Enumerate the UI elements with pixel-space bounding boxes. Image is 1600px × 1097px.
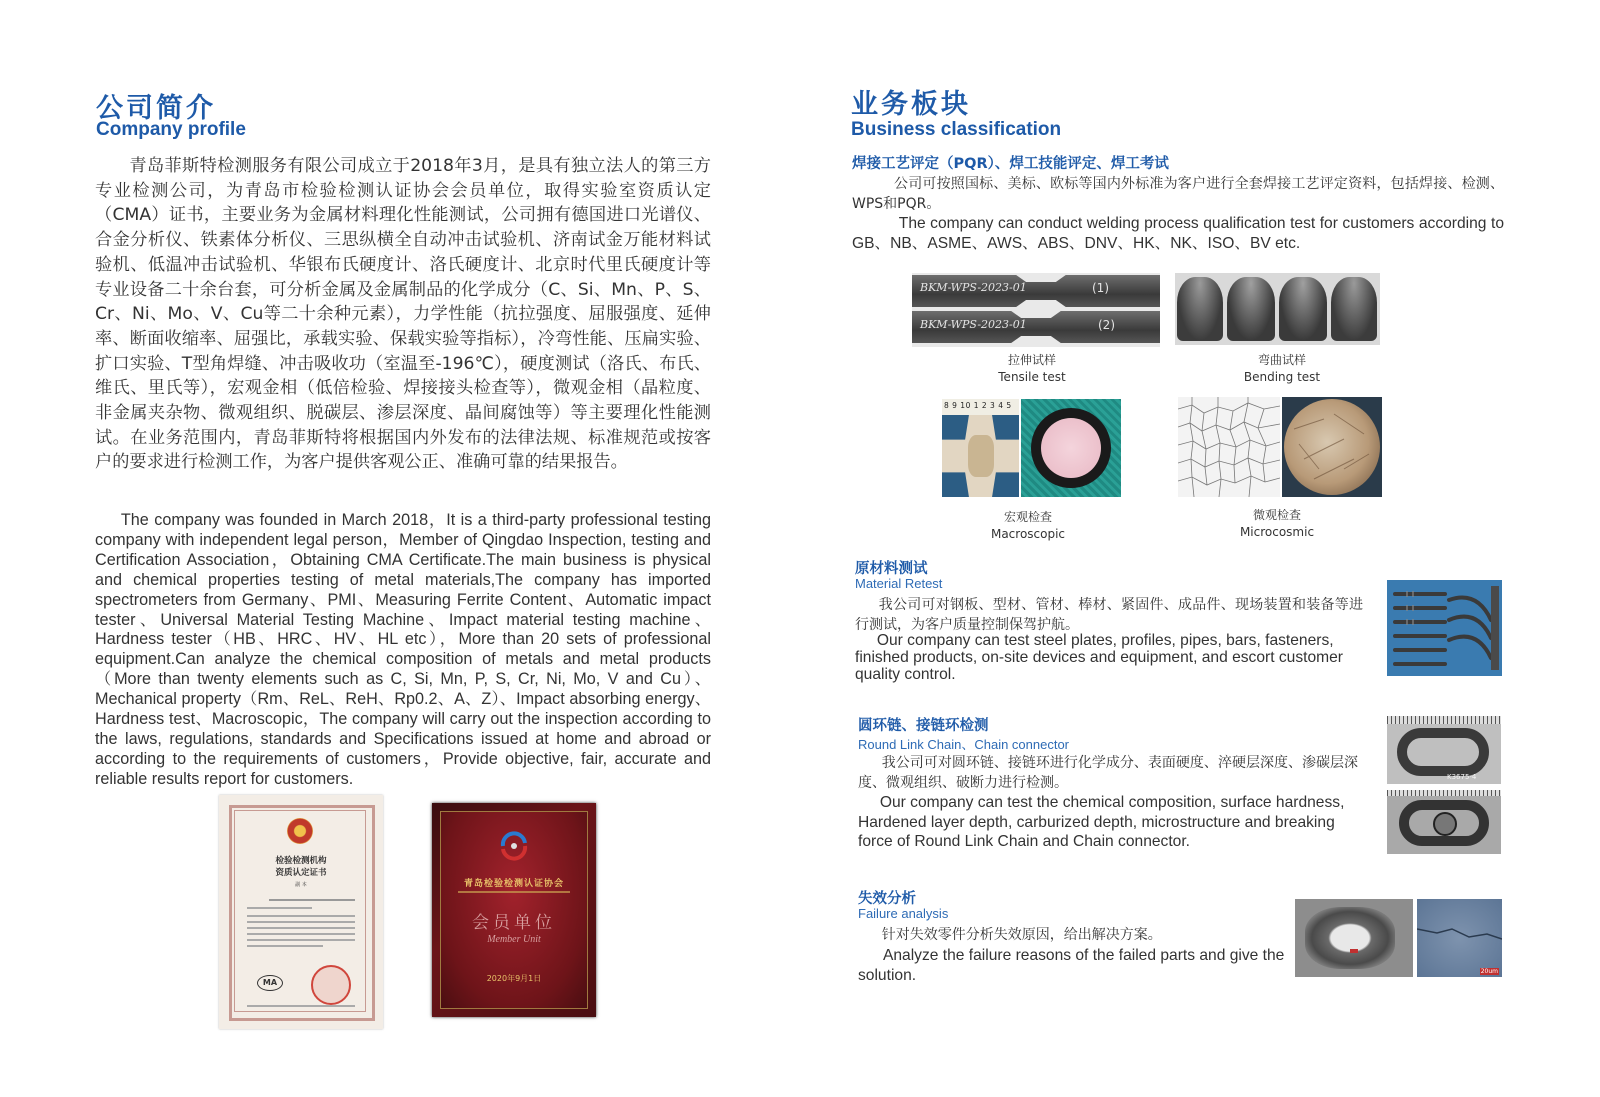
material-text-en: Our company can test steel plates, profiles, pipes, bars, fasteners, finished products, on-site devices and equipment, and escort customer quality control. bbox=[855, 632, 1344, 684]
scale-bar-label: 20um bbox=[1480, 968, 1498, 975]
failure-heading-en: Failure analysis bbox=[858, 906, 949, 921]
intro-paragraph-en: The company was founded in March 2018，It is a third-party professional testing company with independent legal person，Member of Qingdao Inspection, testing and Certification Association，Obtaining CMA Certificate.The main business is physical and chemical properties testing of metal materials,The company has imported spectrometers from Germany、PMI、Measuring Ferrite Content、Automatic impact tester、Universal Material Testing Machine、Impact material testing machine、Hardness tester（HB、HRC、HV、HL etc），More than 20 sets of professional equipment.Can analyze the chemical composition of metals and metal products（More than twenty elements such as C, Si, Mn, P, S, Cr, Ni, Mo, V and Cu）、Mechanical property（Rm、ReL、ReH、Rp0.2、A、Z）、Impact absorbing energy、Hardness test、Macroscopic，The company will carry out the inspection according to the laws, regulations, standards and Specifications issued at home and abroad or according to the requirements of customers，Provide objective, fair, accurate and reliable results report for customers. bbox=[95, 511, 711, 788]
bending-caption bbox=[1222, 352, 1342, 386]
failed-part-photo bbox=[1295, 899, 1413, 977]
certificate-title-line2: 资质认定证书 bbox=[275, 868, 327, 878]
chain-connector-photo bbox=[1387, 790, 1501, 854]
tensile-specimen-photo bbox=[912, 273, 1160, 347]
chain-heading-en: Round Link Chain、Chain connector bbox=[858, 737, 1070, 752]
macro-weld-photo bbox=[942, 399, 1019, 497]
certificate-sub: 副 本 bbox=[295, 882, 307, 888]
business-title-en: Business classification bbox=[851, 119, 1062, 140]
tensile-caption bbox=[972, 352, 1092, 386]
tensile-caption-en: Tensile test bbox=[998, 370, 1066, 384]
plaque-title: 会员单位 bbox=[472, 913, 556, 933]
specimen-number-2: (2) bbox=[1098, 318, 1115, 332]
fastener-photo bbox=[1387, 580, 1502, 676]
national-emblem-icon bbox=[287, 818, 313, 844]
micro-caption-en: Microcosmic bbox=[1239, 525, 1315, 539]
welding-text-en: The company can conduct welding process qualification test for customers according to GB、NB、ASME、AWS、ABS、DNV、HK、NK、ISO、BV etc. bbox=[852, 215, 1504, 252]
ruler-scale: 8 9 10 1 2 3 4 5 bbox=[944, 401, 1012, 410]
bending-specimen-photo bbox=[1175, 273, 1380, 345]
fracture-surface-photo bbox=[1417, 899, 1502, 977]
micro-caption bbox=[1217, 507, 1337, 541]
bending-caption-en: Bending test bbox=[1243, 370, 1321, 384]
material-text-cn: 我公司可对钢板、型材、管材、棒材、紧固件、成品件、现场装置和装备等进行测试，为客户质量控制保驾护航。 bbox=[855, 597, 1363, 633]
red-seal-icon bbox=[311, 965, 351, 1005]
failure-text-cn: 针对失效零件分析失效原因，给出解决方案。 bbox=[881, 927, 1162, 943]
member-plaque-image bbox=[432, 803, 596, 1017]
cma-logo: MA bbox=[257, 975, 283, 991]
certificate-title-line1: 检验检测机构 bbox=[275, 856, 327, 866]
chain-tag: K3675-4 bbox=[1447, 773, 1477, 781]
cma-certificate-image bbox=[219, 795, 383, 1029]
welding-text-cn: 公司可按照国标、美标、欧标等国内外标准为客户进行全套焊接工艺评定资料，包括焊接、检测、WPS和PQR。 bbox=[852, 176, 1504, 212]
specimen-number-1: (1) bbox=[1092, 281, 1109, 295]
specimen-label-1: BKM-WPS-2023-01 bbox=[920, 281, 1027, 294]
plaque-title-en: Member Unit bbox=[487, 934, 541, 945]
association-logo-icon bbox=[499, 831, 529, 861]
intro-paragraph-cn: 青岛菲斯特检测服务有限公司成立于2018年3月，是具有独立法人的第三方专业检测公司，为青岛市检验检测认证协会会员单位，取得实验室资质认定（CMA）证书，主要业务为金属材料理化性能测试，公司拥有德国进口光谱仪、合金分析仪、铁素体分析仪、三思纵横全自动冲击试验机、济南试金万能材料试验机、低温冲击试验机、华银布氏硬度计、洛氏硬度计、北京时代里氏硬度计等专业设备二十余台套，可分析金属及金属制品的化学成分（C、Si、Mn、P、S、Cr、Ni、Mo、V、Cu等二十余种元素），力学性能（抗拉强度、屈服强度、延伸率、断面收缩率、屈强比，承载实验、保载实验等指标），冷弯性能、压扁实验、扩口实验、T型角焊缝、冲击吸收功（室温至-196℃），硬度测试（洛氏、布氏、维氏、里氏等），宏观金相（低倍检验、焊接接头检查等），微观金相（晶粒度、非金属夹杂物、微观组织、脱碳层、渗层深度、晶间腐蚀等）等主要理化性能测试。在业务范围内，青岛菲斯特将根据国内外发布的法律法规、标准规范或按客户的要求进行检测工作，为客户提供客观公正、准确可靠的结果报告。 bbox=[95, 156, 711, 473]
micro-caption-cn: 微观检查 bbox=[1252, 508, 1301, 522]
micro-grain-photo bbox=[1178, 397, 1280, 497]
business-title-cn: 业务板块 bbox=[851, 89, 971, 120]
plaque-org-name: 青岛检验检测认证协会 bbox=[463, 879, 564, 889]
company-profile-title-cn: 公司简介 bbox=[96, 93, 216, 124]
failure-text-en: Analyze the failure reasons of the failed parts and give the solution. bbox=[858, 947, 1285, 984]
macro-round-photo bbox=[1021, 399, 1121, 497]
chain-text-en: Our company can test the chemical composition, surface hardness, Hardened layer depth, carburized depth, microstructure and breaking force of Round Link Chain and Chain connector. bbox=[858, 794, 1345, 851]
company-profile-title-en: Company profile bbox=[96, 119, 246, 140]
micro-round-photo bbox=[1282, 397, 1382, 497]
welding-heading: 焊接工艺评定（PQR）、焊工技能评定、焊工考试 bbox=[852, 156, 1169, 172]
macro-caption bbox=[968, 509, 1088, 543]
failure-heading: 失效分析 bbox=[858, 891, 916, 907]
bending-caption-cn: 弯曲试样 bbox=[1257, 353, 1306, 367]
plaque-date: 2020年9月1日 bbox=[486, 974, 542, 983]
tensile-caption-cn: 拉伸试样 bbox=[1007, 353, 1056, 367]
macro-caption-cn: 宏观检查 bbox=[1003, 510, 1052, 524]
material-heading: 原材料测试 bbox=[855, 561, 928, 577]
material-heading-en: Material Retest bbox=[855, 576, 943, 591]
chain-link-photo bbox=[1387, 716, 1501, 784]
macro-caption-en: Macroscopic bbox=[990, 527, 1066, 541]
specimen-label-2: BKM-WPS-2023-01 bbox=[920, 318, 1027, 331]
chain-heading: 圆环链、接链环检测 bbox=[858, 718, 989, 734]
chain-text-cn: 我公司可对圆环链、接链环进行化学成分、表面硬度、淬硬层深度、渗碳层深度、微观组织、破断力进行检测。 bbox=[858, 755, 1358, 791]
